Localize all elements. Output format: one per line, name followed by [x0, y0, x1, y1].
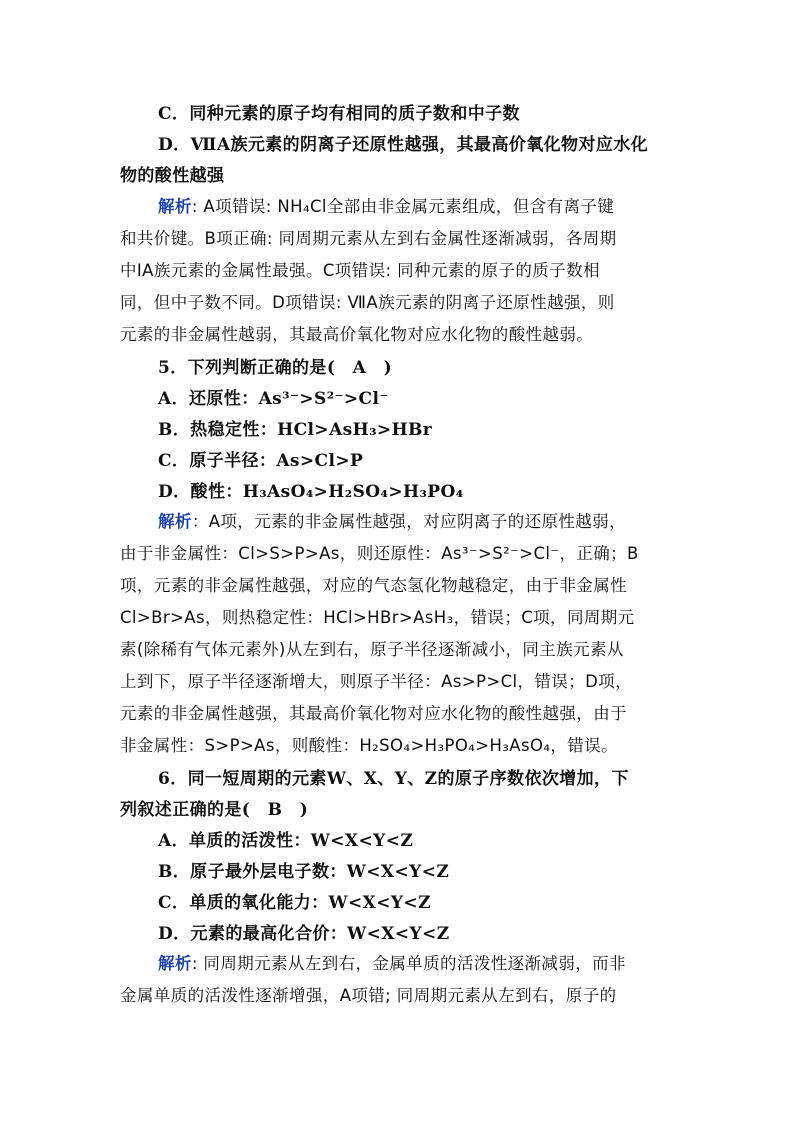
analysis-q5-line4: Cl>Br>As，则热稳定性：HCl>HBr>AsH₃，错误；C项，同周期元 — [120, 608, 635, 627]
analysis-q6-line1: 解析: 同周期元素从左到右，金属单质的活泼性逐渐减弱，而非 — [158, 954, 626, 973]
option-a-q5: A．还原性：As³⁻>S²⁻>Cl⁻ — [158, 389, 389, 409]
option-b-q6: B．原子最外层电子数：W<X<Y<Z — [158, 862, 450, 882]
analysis-label: 解析 — [158, 197, 192, 216]
option-c-q4: C．同种元素的原子均有相同的质子数和中子数 — [158, 104, 520, 124]
analysis-q5-line7: 元素的非金属性越强，其最高价氧化物对应水化物的酸性越强，由于 — [120, 704, 627, 723]
option-a-q6: A．单质的活泼性：W<X<Y<Z — [158, 831, 414, 851]
analysis-q5-line6: 上到下，原子半径逐渐增大，则原子半径：As>P>Cl，错误；D项， — [120, 672, 632, 691]
analysis-q4-line1: 解析: A项错误: NH₄Cl全部由非金属元素组成，但含有离子键 — [158, 197, 615, 216]
analysis-q5-line1: 解析：A项，元素的非金属性越强，对应阴离子的还原性越弱， — [158, 512, 626, 531]
analysis-q5-line5: 素(除稀有气体元素外)从左到右，原子半径逐渐减小，同主族元素从 — [120, 640, 624, 659]
option-c-q5: C．原子半径：As>Cl>P — [158, 451, 364, 471]
option-d-q4-cont: 物的酸性越强 — [120, 166, 225, 186]
analysis-q5-line8: 非金属性：S>P>As，则酸性：H₂SO₄>H₃PO₄>H₃AsO₄，错误。 — [120, 736, 618, 755]
option-d-q4: D．ⅦA族元素的阴离子还原性越强，其最高价氧化物对应水化 — [158, 135, 649, 155]
question-5: 5．下列判断正确的是( A ) — [158, 358, 393, 378]
option-b-q5: B．热稳定性：HCl>AsH₃>HBr — [158, 420, 433, 440]
analysis-label: 解析 — [158, 954, 192, 973]
question-6-cont: 列叙述正确的是( B ) — [120, 800, 309, 820]
analysis-q4-line3: 中ⅠA族元素的金属性最强。C项错误: 同种元素的原子的质子数相 — [120, 261, 600, 280]
analysis-q4-line5: 元素的非金属性越弱，其最高价氧化物对应水化物的酸性越弱。 — [120, 325, 594, 344]
analysis-q5-line2: 由于非金属性：Cl>S>P>As，则还原性：As³⁻>S²⁻>Cl⁻，正确；B — [120, 544, 639, 563]
analysis-q5-line3: 项，元素的非金属性越强，对应的气态氢化物越稳定，由于非金属性 — [120, 576, 627, 595]
analysis-q6-line2: 金属单质的活泼性逐渐增强，A项错; 同周期元素从左到右，原子的 — [120, 986, 617, 1005]
analysis-label: 解析 — [158, 512, 192, 531]
analysis-q4-line2: 和共价键。B项正确: 同周期元素从左到右金属性逐渐减弱，各周期 — [120, 229, 617, 248]
option-d-q6: D．元素的最高化合价：W<X<Y<Z — [158, 924, 450, 944]
option-d-q5: D．酸性：H₃AsO₄>H₂SO₄>H₃PO₄ — [158, 482, 464, 502]
question-6: 6．同一短周期的元素W、X、Y、Z的原子序数依次增加，下 — [158, 769, 629, 789]
analysis-q4-line4: 同，但中子数不同。D项错误: ⅦA族元素的阴离子还原性越强，则 — [120, 293, 615, 312]
option-c-q6: C．单质的氧化能力：W<X<Y<Z — [158, 893, 431, 913]
